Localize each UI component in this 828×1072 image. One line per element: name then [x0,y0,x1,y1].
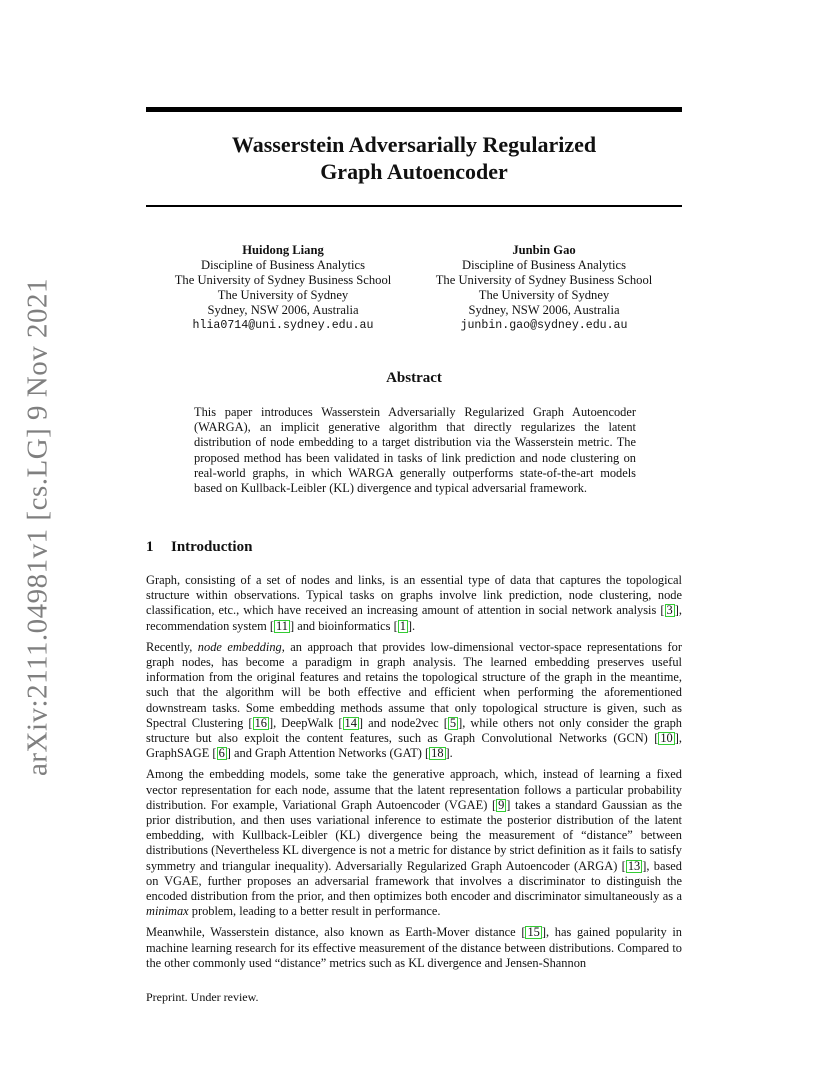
abstract-heading: Abstract [386,370,442,386]
author-name: Huidong Liang [242,243,324,257]
author-name: Junbin Gao [512,243,576,257]
citation-link[interactable]: 15 [527,925,540,940]
section-heading [146,539,252,556]
author-email[interactable]: hlia0714@uni.sydney.edu.au [192,319,374,332]
abstract-text: This paper introduces Wasserstein Adversarially Regularized Graph Autoencoder (WARGA), an implicit generative algorithm that directly regularizes the latent distribution of node embedding to a target distribution via the Wasserstein metric. The proposed method has been validated in tasks of link prediction and node clustering on real-world graphs, in which WARGA generally outperforms state-of-the-art models based on Kullback-Leibler (KL) divergence and typical adversarial framework. [194,405,636,496]
title-bottom-rule [146,205,682,207]
text-run: , an approach that provides low-dimensional vector-space representations for graph nodes, has become a paradigm in graph analysis. The learned embedding preserves useful information from the original features and retains the topological structure of the graph in the meantime, such that the algorithm will be both effective and efficient when performing the aforementioned downstream tasks. Some embedding methods assume that only topological structure is given, such as Spectral Clustering [146,639,682,730]
text-run: , GraphSAGE [146,731,682,761]
footer-note: Preprint. Under review. [146,990,259,1004]
author-university: The University of Sydney [478,288,610,302]
text-run: . [412,618,416,633]
section-title: Introduction [171,539,253,555]
citation-link[interactable]: 11 [276,618,288,633]
intro-paragraph: Meanwhile, Wasserstein distance, also known as Earth-Mover distance [ 15 ], has gained popularity in machine learning research for its effective measurement of the distance between distributions. Compared to the other commonly used “distance” metrics such as KL divergence and Jensen-Shannon [146,925,683,970]
intro-paragraph: Recently, node embedding, an approach that provides low-dimensional vector-space representations for graph nodes, has become a paradigm in graph analysis. The learned embedding preserves useful information from the original features and retains the topological structure of the graph in the meantime, such that the algorithm will be both effective and efficient when performing the aforementioned downstream tasks. Some embedding methods assume that only topological structure is given, such as Spectral Clustering [ 16 ], DeepWalk [ 14 ] and node2vec [ 5 ], while others not only consider the graph structure but also exploit the content features, such as Graph Convolutional Networks (GCN) [ 10 ], GraphSAGE [ 6 ] and Graph Attention Networks (GAT) [ 18 ]. [146,639,682,761]
citation-link[interactable]: 13 [627,858,641,873]
citation-link[interactable]: 1 [399,618,406,633]
citation-link[interactable]: 5 [449,715,457,730]
text-run: Recently, [146,639,198,654]
citation-link[interactable]: 14 [344,715,357,730]
author-block-2 [420,243,668,333]
arxiv-stamp-text: arXiv:2111.04981v1 [cs.LG] 9 Nov 2021 [21,277,54,777]
author-address: Sydney, NSW 2006, Australia [468,303,620,317]
paper-title [146,131,682,185]
text-run: , while others not only consider the graph structure but also exploit the content features, such as Graph Convolutional Networks (GCN) [146,715,682,746]
text-run: and bioinformatics [294,618,394,633]
text-run: and Graph Attention Networks (GAT) [230,746,425,761]
author-email[interactable]: junbin.gao@sydney.edu.au [460,319,628,332]
text-run: problem, leading to a better result in performance. [188,904,441,919]
text-run: Meanwhile, Wasserstein distance, also known as Earth-Mover distance [146,925,522,940]
author-dept: Discipline of Business Analytics [461,258,627,272]
title-line-1: Wasserstein Adversarially Regularized [231,132,597,157]
text-run: , has gained popularity in machine learning research for its effective measurement of the distance between distributions. Compared to the other commonly used “distance” metrics such as KL divergence and Jensen-Shannon [146,925,683,970]
author-address: Sydney, NSW 2006, Australia [207,303,359,317]
italic-term: node embedding [197,639,282,654]
citation-link[interactable]: 10 [660,731,673,746]
text-run: takes a standard Gaussian as the prior distribution, and then uses variational inference to estimate the posterior distribution of the latent embedding, with Kullback-Leibler (KL) divergence being the measurement of “distance” between distributions (Nevertheless KL divergence is not a metric for distance by strict definition as it fails to satisfy symmetry and triangular inequality). Adversarially Regularized Graph Autoencoder (ARGA) [146,797,682,873]
citation-link[interactable]: 9 [498,797,505,812]
text-run: Graph, consisting of a set of nodes and links, is an essential type of data that captures the topological structure within observations. Typical tasks on graphs involve link prediction, node clustering, node classification, etc., which have received an increasing amount of attention in social network analysis [146,573,682,618]
text-run: Among the embedding models, some take the generative approach, which, instead of learning a fixed vector representation for each node, assume that the latent representation follows a particular probability distribution. For example, Variational Graph Autoencoder (VGAE) [146,767,682,812]
author-university: The University of Sydney [217,288,349,302]
intro-paragraph: Graph, consisting of a set of nodes and links, is an essential type of data that captures the topological structure within observations. Typical tasks on graphs involve link prediction, node clustering, node classification, etc., which have received an increasing amount of attention in social network analysis [ 3 ], recommendation system [ 11 ] and bioinformatics [ 1 ]. [146,573,682,633]
citation-link[interactable]: 18 [431,746,444,761]
title-line-2: Graph Autoencoder [320,159,508,184]
author-block-1 [160,243,406,333]
title-top-rule [146,107,682,112]
author-school: The University of Sydney Business School [174,273,392,287]
text-run: , recommendation system [146,603,682,633]
author-dept: Discipline of Business Analytics [200,258,366,272]
text-run: , based on VGAE, further proposes an adversarial framework that involves a discriminator to distinguish the encoded distribution from the prior, and then optimizes both encoder and discriminator simultaneously as a [146,858,682,904]
italic-term: minimax [146,904,189,919]
intro-paragraph: Among the embedding models, some take the generative approach, which, instead of learning a fixed vector representation for each node, assume that the latent representation follows a particular probability distribution. For example, Variational Graph Autoencoder (VGAE) [ 9 ] takes a standard Gaussian as the prior distribution, and then uses variational inference to estimate the posterior distribution of the latent embedding, with Kullback-Leibler (KL) divergence being the measurement of “distance” between distributions (Nevertheless KL divergence is not a metric for distance by strict definition as it fails to satisfy symmetry and triangular inequality). Adversarially Regularized Graph Autoencoder (ARGA) [ 13 ], based on VGAE, further proposes an adversarial framework that involves a discriminator to distinguish the encoded distribution from the prior, and then optimizes both encoder and discriminator simultaneously as a minimax problem, leading to a better result in performance. [146,767,682,919]
citation-link[interactable]: 6 [218,746,225,761]
author-school: The University of Sydney Business School [435,273,653,287]
text-run: . [449,746,453,761]
text-run: , DeepWalk [273,715,339,730]
text-run: and node2vec [363,715,444,730]
citation-link[interactable]: 16 [254,715,267,730]
citation-link[interactable]: 3 [666,603,673,618]
section-number: 1 [146,539,154,555]
introduction-body [146,573,682,977]
